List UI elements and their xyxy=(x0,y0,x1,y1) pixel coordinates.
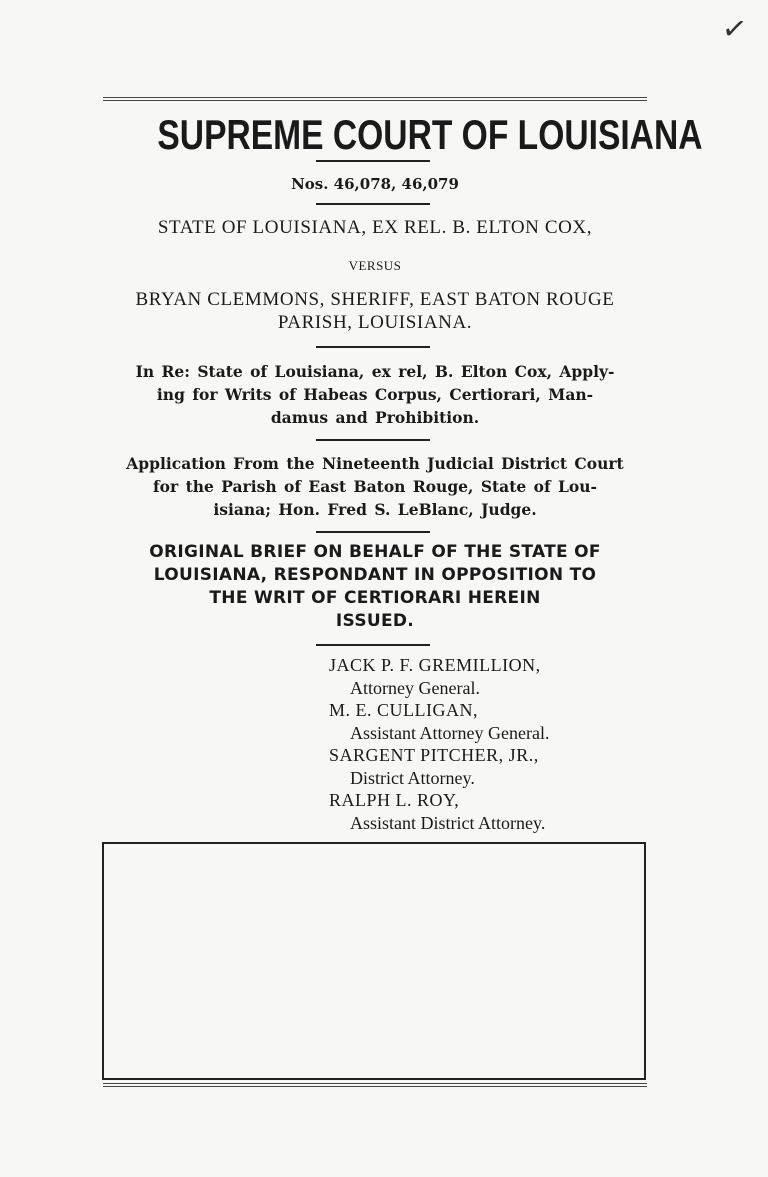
in-re-paragraph xyxy=(103,360,647,429)
application-line: Application From the Nineteenth Judicial District Court xyxy=(126,454,624,473)
respondent-block xyxy=(103,288,647,334)
counsel-name: JACK P. F. GREMILLION, xyxy=(329,655,541,675)
brief-title-line: LOUISIANA, RESPONDANT IN OPPOSITION TO xyxy=(153,565,597,585)
divider-rule xyxy=(316,644,430,646)
counsel-list xyxy=(329,654,549,834)
brief-title xyxy=(103,541,647,633)
blank-box xyxy=(102,842,646,1080)
versus-label: VERSUS xyxy=(348,258,402,273)
respondent-line: PARISH, LOUISIANA. xyxy=(277,312,473,333)
divider-rule xyxy=(316,439,430,441)
court-title: SUPREME COURT OF LOUISIANA xyxy=(157,111,703,158)
application-paragraph xyxy=(103,452,647,521)
counsel-name: RALPH L. ROY, xyxy=(329,790,460,810)
counsel-title: Assistant District Attorney. xyxy=(350,812,546,833)
counsel-title: District Attorney. xyxy=(350,767,475,788)
in-re-line: ing for Writs of Habeas Corpus, Certiorari, Man- xyxy=(156,385,594,404)
divider-rule xyxy=(316,203,430,205)
counsel-name: SARGENT PITCHER, JR., xyxy=(329,745,539,765)
margin-check-mark: ✓ xyxy=(719,10,750,49)
in-re-line: In Re: State of Louisiana, ex rel, B. Elton Cox, Apply- xyxy=(135,362,615,381)
brief-title-line: ISSUED. xyxy=(335,611,415,631)
counsel-name: M. E. CULLIGAN, xyxy=(329,700,478,720)
divider-rule xyxy=(316,160,430,162)
respondent-line: BRYAN CLEMMONS, SHERIFF, EAST BATON ROUGE xyxy=(135,289,615,310)
top-double-rule xyxy=(103,97,647,101)
divider-rule xyxy=(316,346,430,348)
bottom-double-rule xyxy=(103,1083,647,1087)
brief-title-line: ORIGINAL BRIEF ON BEHALF OF THE STATE OF xyxy=(149,542,601,562)
counsel-title: Assistant Attorney General. xyxy=(350,722,550,743)
brief-title-line: THE WRIT OF CERTIORARI HEREIN xyxy=(209,588,541,608)
case-numbers: Nos. 46,078, 46,079 xyxy=(291,175,459,193)
application-line: for the Parish of East Baton Rouge, State of Lou- xyxy=(153,477,597,496)
application-line: isiana; Hon. Fred S. LeBlanc, Judge. xyxy=(213,500,537,519)
relator-line: STATE OF LOUISIANA, EX REL. B. ELTON COX, xyxy=(157,217,593,238)
in-re-line: damus and Prohibition. xyxy=(270,408,480,427)
counsel-title: Attorney General. xyxy=(350,677,480,698)
divider-rule xyxy=(316,531,430,533)
